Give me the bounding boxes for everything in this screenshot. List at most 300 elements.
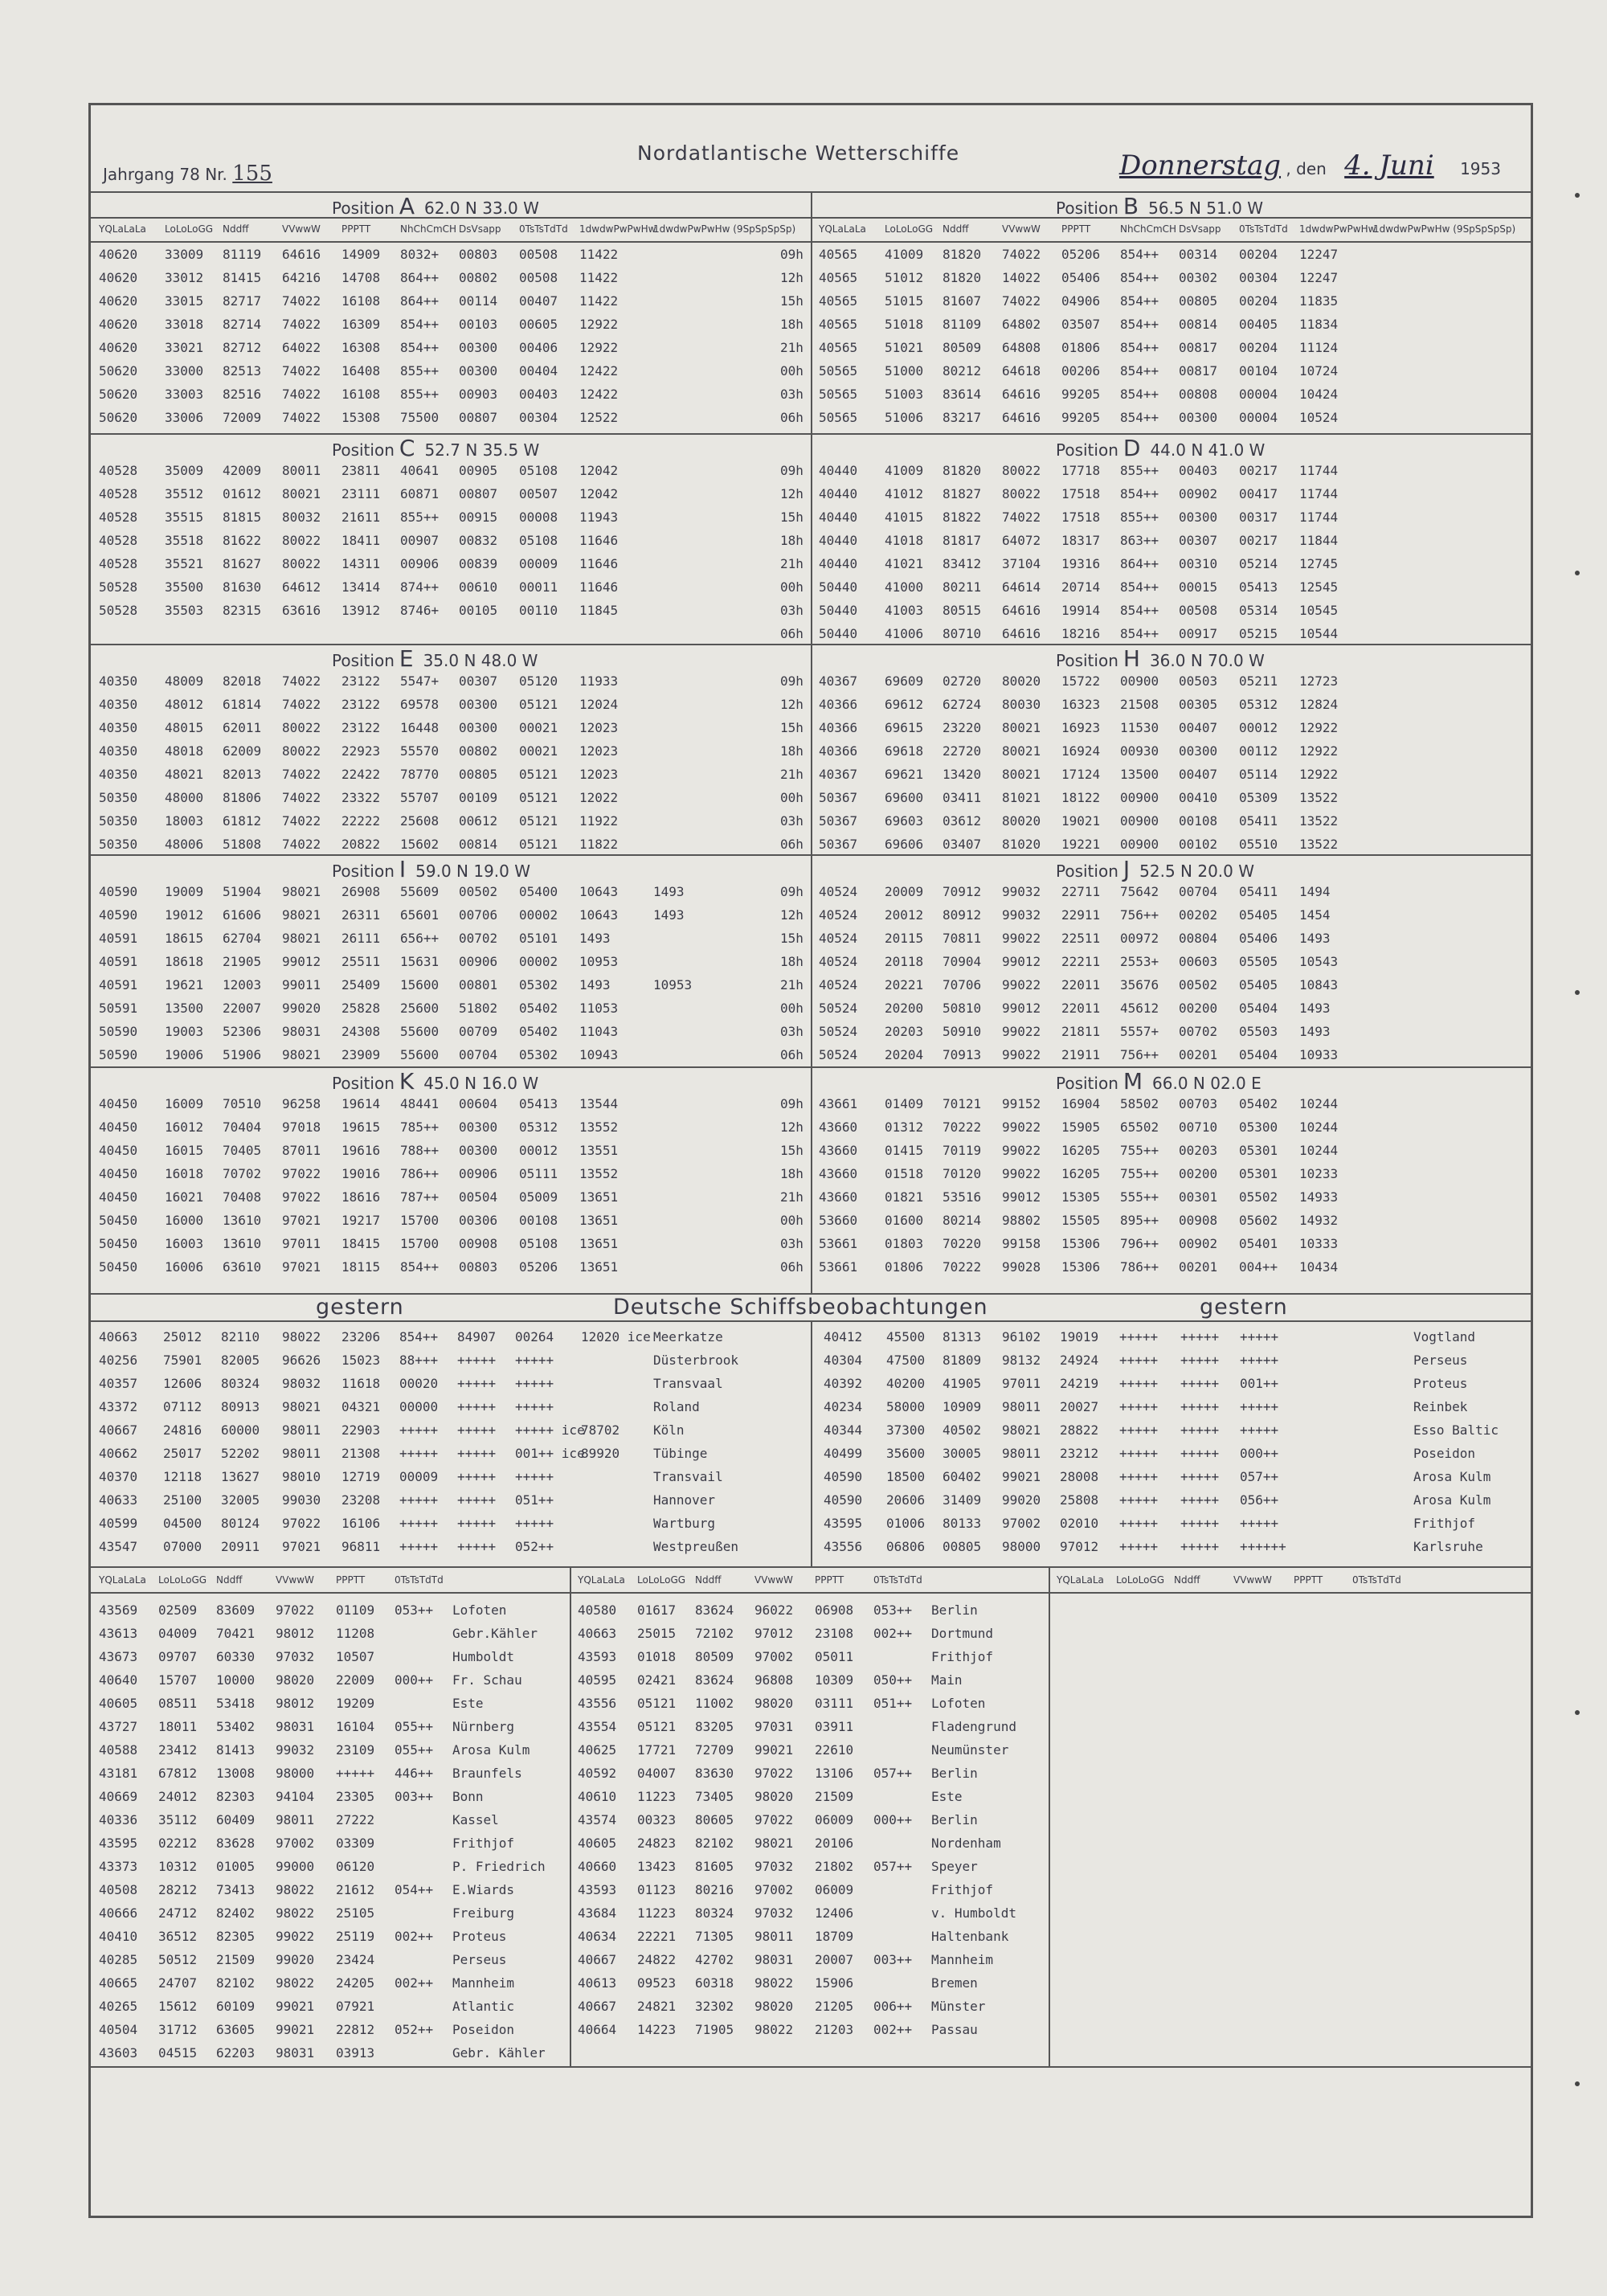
cell: 10312 xyxy=(158,1859,198,1874)
cell: 00817 xyxy=(1179,340,1218,355)
cell: 98011 xyxy=(1002,1399,1041,1414)
cell: 40664 xyxy=(578,2022,617,2037)
data-row xyxy=(91,1043,811,1066)
cell: 43181 xyxy=(99,1766,138,1781)
cell: 12003 xyxy=(223,977,262,992)
cell: 82714 xyxy=(223,317,262,332)
cell: 80022 xyxy=(1002,463,1041,478)
position-rows-I xyxy=(91,880,811,1066)
cell: Mannheim xyxy=(931,1952,994,1967)
cell: 25600 xyxy=(400,1001,440,1016)
cell: 70421 xyxy=(216,1626,256,1641)
cell: 16000 xyxy=(165,1213,204,1228)
cell: 97022 xyxy=(282,1189,321,1205)
cell: 00217 xyxy=(1239,463,1278,478)
cell: 70405 xyxy=(223,1143,262,1158)
column-header: YQLaLaLa xyxy=(1057,1574,1104,1586)
data-row xyxy=(91,669,811,693)
cell: 10424 xyxy=(1299,387,1339,402)
cell: 43595 xyxy=(824,1516,863,1531)
cell: 43595 xyxy=(99,1836,138,1851)
cell: 25409 xyxy=(341,977,381,992)
cell: Esso Baltic xyxy=(1413,1422,1499,1438)
cell: 10000 xyxy=(216,1672,256,1688)
cell: 00906 xyxy=(400,556,440,571)
cell: 64072 xyxy=(1002,533,1041,548)
cell: 40504 xyxy=(99,2022,138,2037)
cell: 28008 xyxy=(1060,1469,1099,1484)
cell: 40265 xyxy=(99,1999,138,2014)
cell: 23122 xyxy=(341,720,381,735)
cell: 12023 xyxy=(579,743,619,759)
data-row xyxy=(811,763,1531,786)
data-row xyxy=(811,599,1531,622)
cell: +++++ xyxy=(1180,1422,1220,1438)
cell: 24924 xyxy=(1060,1353,1099,1368)
cell: 12545 xyxy=(1299,579,1339,595)
cell: +++++ xyxy=(457,1516,497,1531)
data-row xyxy=(811,1232,1531,1255)
cell: 40410 xyxy=(99,1929,138,1944)
data-row xyxy=(811,1020,1531,1043)
cell: 99028 xyxy=(1002,1259,1041,1275)
data-row xyxy=(91,313,811,336)
cell: +++++ xyxy=(515,1353,554,1368)
cell: 40634 xyxy=(578,1929,617,1944)
cell: 22511 xyxy=(1061,931,1101,946)
cell: 854++ xyxy=(1120,247,1159,262)
cell: 05405 xyxy=(1239,977,1278,992)
column-header: YQLaLaLa xyxy=(578,1574,625,1586)
cell: 40565 xyxy=(819,293,858,309)
cell: 00306 xyxy=(459,1213,498,1228)
hour-label: 09h xyxy=(780,463,804,478)
cell: 19316 xyxy=(1061,556,1101,571)
cell: 99011 xyxy=(282,977,321,992)
cell: 00804 xyxy=(1179,931,1218,946)
cell: 81827 xyxy=(943,486,982,501)
cell: 01018 xyxy=(637,1649,677,1664)
cell: 98022 xyxy=(282,1329,321,1344)
position-coords: 56.5 N 51.0 W xyxy=(1148,198,1263,218)
cell: 00908 xyxy=(459,1236,498,1251)
cell: 000++ xyxy=(395,1672,434,1688)
cell: 05411 xyxy=(1239,884,1278,899)
data-row xyxy=(811,622,1531,645)
data-row xyxy=(811,289,1531,313)
cell: 18709 xyxy=(815,1929,854,1944)
cell: +++++ xyxy=(457,1446,497,1461)
divider-line xyxy=(91,217,811,219)
position-letter: D xyxy=(1122,435,1141,461)
cell: 40590 xyxy=(99,884,138,899)
cell: 40440 xyxy=(819,556,858,571)
cell: 97002 xyxy=(754,1882,794,1897)
cell: ++++++ xyxy=(1240,1539,1286,1554)
cell: 16106 xyxy=(341,1516,381,1531)
cell: 35500 xyxy=(165,579,204,595)
cell: 99032 xyxy=(1002,884,1041,899)
cell: 96022 xyxy=(754,1602,794,1618)
cell: 00204 xyxy=(1239,340,1278,355)
cell: 50620 xyxy=(99,387,138,402)
cell: 15306 xyxy=(1061,1236,1101,1251)
position-coords: 44.0 N 41.0 W xyxy=(1150,440,1266,460)
cell: 00508 xyxy=(519,247,558,262)
cell: 81820 xyxy=(943,247,982,262)
cell: 19217 xyxy=(341,1213,381,1228)
cell: 80710 xyxy=(943,626,982,641)
cell: 70222 xyxy=(943,1119,982,1135)
cell: +++++ xyxy=(1119,1446,1159,1461)
data-row xyxy=(811,243,1531,266)
cell: 73405 xyxy=(695,1789,734,1804)
cell: 40669 xyxy=(99,1789,138,1804)
cell: 31409 xyxy=(943,1492,982,1508)
cell: 72709 xyxy=(695,1742,734,1758)
cell: 864++ xyxy=(1120,556,1159,571)
cell: 00807 xyxy=(459,486,498,501)
cell: 1493 xyxy=(1299,931,1331,946)
cell: 09523 xyxy=(637,1975,677,1991)
cell: 74022 xyxy=(282,813,321,829)
cell: 82013 xyxy=(223,767,262,782)
cell: 00406 xyxy=(519,340,558,355)
cell: 00972 xyxy=(1120,931,1159,946)
cell: Este xyxy=(452,1696,484,1711)
cell: 98021 xyxy=(282,907,321,923)
cell: Frithjof xyxy=(931,1649,994,1664)
cell: +++++ xyxy=(1180,1539,1220,1554)
cell: 99022 xyxy=(276,1929,315,1944)
cell: 00802 xyxy=(459,270,498,285)
cell: 96811 xyxy=(341,1539,381,1554)
cell: 00112 xyxy=(1239,743,1278,759)
cell: 99022 xyxy=(1002,1024,1041,1039)
cell: 04500 xyxy=(163,1516,202,1531)
cell: 40666 xyxy=(99,1905,138,1921)
cell: 81109 xyxy=(943,317,982,332)
cell: 11744 xyxy=(1299,463,1339,478)
cell: 16021 xyxy=(165,1189,204,1205)
cell: 004++ xyxy=(1239,1259,1278,1275)
cell: 00300 xyxy=(459,1143,498,1158)
cell: 05108 xyxy=(519,463,558,478)
cell: 64616 xyxy=(282,247,321,262)
cell: 04515 xyxy=(158,2045,198,2061)
cell: 55707 xyxy=(400,790,440,805)
cell: 00903 xyxy=(459,387,498,402)
cell: 98802 xyxy=(1002,1213,1041,1228)
cell: 43660 xyxy=(819,1143,858,1158)
cell: 82513 xyxy=(223,363,262,379)
cell: 786++ xyxy=(400,1166,440,1181)
cell: 09707 xyxy=(158,1649,198,1664)
column-header: VVwwW xyxy=(1002,223,1041,235)
cell: 69606 xyxy=(885,837,924,852)
cell: 43603 xyxy=(99,2045,138,2061)
cell: 51808 xyxy=(223,837,262,852)
cell: 98011 xyxy=(1002,1446,1041,1461)
cell: 99022 xyxy=(1002,1166,1041,1181)
cell: 22007 xyxy=(223,1001,262,1016)
cell: 33018 xyxy=(165,317,204,332)
hour-label: 12h xyxy=(780,1119,804,1135)
cell: 80605 xyxy=(695,1812,734,1827)
cell: Humboldt xyxy=(452,1649,515,1664)
cell: 16108 xyxy=(341,293,381,309)
cell: 12606 xyxy=(163,1376,202,1391)
cell: 48000 xyxy=(165,790,204,805)
cell: 10507 xyxy=(336,1649,375,1664)
cell: 40528 xyxy=(99,486,138,501)
cell: 98021 xyxy=(282,931,321,946)
cell: 854++ xyxy=(1120,387,1159,402)
cell: 22221 xyxy=(637,1929,677,1944)
data-row xyxy=(91,1162,811,1185)
cell: 22812 xyxy=(336,2022,375,2037)
cell: 60871 xyxy=(400,486,440,501)
cell: 35676 xyxy=(1120,977,1159,992)
hour-label: 06h xyxy=(780,837,804,852)
cell: 50620 xyxy=(99,363,138,379)
cell: 35009 xyxy=(165,463,204,478)
cell: 69615 xyxy=(885,720,924,735)
cell: 69578 xyxy=(400,697,440,712)
cell: 81622 xyxy=(223,533,262,548)
cell: 01312 xyxy=(885,1119,924,1135)
cell: 06908 xyxy=(815,1602,854,1618)
cell: 00805 xyxy=(459,767,498,782)
cell: 12719 xyxy=(341,1469,381,1484)
cell: 07921 xyxy=(336,1999,375,2014)
cell: 00709 xyxy=(459,1024,498,1039)
cell: 40508 xyxy=(99,1882,138,1897)
cell: 21205 xyxy=(815,1999,854,2014)
den-label: , den xyxy=(1286,159,1327,178)
cell: 80022 xyxy=(282,533,321,548)
position-rows-H xyxy=(811,669,1531,856)
cell: 97021 xyxy=(282,1539,321,1554)
cell: 53402 xyxy=(216,1719,256,1734)
data-row xyxy=(91,1209,811,1232)
cell: 19012 xyxy=(165,907,204,923)
cell: 19009 xyxy=(165,884,204,899)
cell: 05402 xyxy=(519,1001,558,1016)
cell: 50524 xyxy=(819,1001,858,1016)
cell: +++++ xyxy=(515,1516,554,1531)
cell: 11043 xyxy=(579,1024,619,1039)
cell: 23206 xyxy=(341,1329,381,1344)
cell: 64618 xyxy=(1002,363,1041,379)
cell: 11422 xyxy=(579,247,619,262)
cell: 00407 xyxy=(519,293,558,309)
cell: 97032 xyxy=(754,1859,794,1874)
data-row xyxy=(811,1115,1531,1139)
cell: 19914 xyxy=(1061,603,1101,618)
column-header: LoLoLoGG xyxy=(637,1574,686,1586)
cell: 050++ xyxy=(873,1672,913,1688)
cell: 00407 xyxy=(1179,720,1218,735)
cell: 40304 xyxy=(824,1353,863,1368)
cell: 26111 xyxy=(341,931,381,946)
cell: 05206 xyxy=(1061,247,1101,262)
cell: 40440 xyxy=(819,510,858,525)
cell: 00900 xyxy=(1120,673,1159,689)
cell: 80515 xyxy=(943,603,982,618)
cell: 50367 xyxy=(819,813,858,829)
cell: 053++ xyxy=(395,1602,434,1618)
position-label: Position xyxy=(332,440,395,460)
cell: Münster xyxy=(931,1999,986,2014)
cell: 19019 xyxy=(1060,1329,1099,1344)
column-header: Nddff xyxy=(1174,1574,1200,1586)
cell: Transvaal xyxy=(653,1376,723,1391)
cell: 62724 xyxy=(943,697,982,712)
cell: 854++ xyxy=(1120,486,1159,501)
cell: 97022 xyxy=(754,1812,794,1827)
cell: 05011 xyxy=(815,1649,854,1664)
cell: 03612 xyxy=(943,813,982,829)
cell: 00508 xyxy=(519,270,558,285)
cell: 74022 xyxy=(1002,247,1041,262)
cell: 40350 xyxy=(99,673,138,689)
cell: +++++ xyxy=(1180,1399,1220,1414)
cell: 24821 xyxy=(637,1999,677,2014)
cell: 19209 xyxy=(336,1696,375,1711)
cell: 73413 xyxy=(216,1882,256,1897)
cell: Poseidon xyxy=(452,2022,515,2037)
cell: 21509 xyxy=(815,1789,854,1804)
cell: 51904 xyxy=(223,884,262,899)
cell: 52306 xyxy=(223,1024,262,1039)
cell: 98031 xyxy=(754,1952,794,1967)
cell: 00900 xyxy=(1120,790,1159,805)
cell: 36512 xyxy=(158,1929,198,1944)
cell: 18011 xyxy=(158,1719,198,1734)
hour-label: 06h xyxy=(780,1259,804,1275)
data-row xyxy=(91,973,811,997)
cell: Vogtland xyxy=(1413,1329,1476,1344)
cell: 08511 xyxy=(158,1696,198,1711)
cell: 756++ xyxy=(1120,1047,1159,1062)
cell: 854++ xyxy=(1120,270,1159,285)
cell: 15722 xyxy=(1061,673,1101,689)
cell: 00307 xyxy=(459,673,498,689)
cell: 11223 xyxy=(637,1905,677,1921)
cell: 99000 xyxy=(276,1859,315,1874)
position-coords: 62.0 N 33.0 W xyxy=(424,198,539,218)
cell: 06806 xyxy=(886,1539,926,1554)
cell: 99030 xyxy=(282,1492,321,1508)
cell: 35515 xyxy=(165,510,204,525)
divider-line xyxy=(91,1066,1531,1068)
cell: 00404 xyxy=(519,363,558,379)
cell: 00908 xyxy=(1179,1213,1218,1228)
divider-line xyxy=(91,1592,1531,1594)
cell: 80324 xyxy=(695,1905,734,1921)
cell: 00302 xyxy=(1179,270,1218,285)
cell: Berlin xyxy=(931,1766,978,1781)
cell: 70811 xyxy=(943,931,982,946)
cell: 37300 xyxy=(886,1422,926,1438)
cell: 74022 xyxy=(282,317,321,332)
cell: +++++ xyxy=(457,1376,497,1391)
cell: 17518 xyxy=(1061,486,1101,501)
cell: 82516 xyxy=(223,387,262,402)
hour-label: 00h xyxy=(780,1001,804,1016)
cell: 50524 xyxy=(819,1047,858,1062)
weekday: Donnerstag xyxy=(1119,149,1282,182)
cell: 69621 xyxy=(885,767,924,782)
cell: Poseidon xyxy=(1413,1446,1476,1461)
cell: 69603 xyxy=(885,813,924,829)
cell: 14022 xyxy=(1002,270,1041,285)
cell: 1493 xyxy=(579,931,611,946)
cell: 11845 xyxy=(579,603,619,618)
hour-label: 21h xyxy=(780,556,804,571)
cell: 20911 xyxy=(221,1539,260,1554)
gestern-right: gestern xyxy=(1200,1295,1288,1320)
cell: 83205 xyxy=(695,1719,734,1734)
cell: 00204 xyxy=(1239,293,1278,309)
cell: 12422 xyxy=(579,387,619,402)
hour-label: 09h xyxy=(780,673,804,689)
data-row xyxy=(91,266,811,289)
cell: 00502 xyxy=(1179,977,1218,992)
hour-label: 00h xyxy=(780,1213,804,1228)
cell: 12922 xyxy=(1299,743,1339,759)
column-header: 0TsTsTdTd xyxy=(1239,223,1288,235)
cell: 11933 xyxy=(579,673,619,689)
cell: 854++ xyxy=(1120,340,1159,355)
cell: 02720 xyxy=(943,673,982,689)
cell: 00605 xyxy=(519,317,558,332)
data-row xyxy=(91,739,811,763)
position-letter: K xyxy=(399,1068,415,1095)
cell: 05314 xyxy=(1239,603,1278,618)
data-row xyxy=(91,927,811,950)
cell: 64216 xyxy=(282,270,321,285)
cell: 62704 xyxy=(223,931,262,946)
cell: 25119 xyxy=(336,1929,375,1944)
cell: 43547 xyxy=(99,1539,138,1554)
cell: 40285 xyxy=(99,1952,138,1967)
cell: 11922 xyxy=(579,813,619,829)
cell: 04321 xyxy=(341,1399,381,1414)
cell: 00217 xyxy=(1239,533,1278,548)
cell: 13627 xyxy=(221,1469,260,1484)
cell: 1454 xyxy=(1299,907,1331,923)
cell: 74022 xyxy=(282,673,321,689)
cell: 18500 xyxy=(886,1469,926,1484)
cell: 07112 xyxy=(163,1399,202,1414)
cell: 40605 xyxy=(99,1696,138,1711)
cell: 10843 xyxy=(1299,977,1339,992)
cell: 25105 xyxy=(336,1905,375,1921)
cell: 864++ xyxy=(400,293,440,309)
cell: 00905 xyxy=(459,463,498,478)
data-row xyxy=(91,406,811,429)
jahrgang-label: Jahrgang 78 Nr. xyxy=(103,165,227,184)
cell: 05121 xyxy=(637,1719,677,1734)
cell: 00814 xyxy=(459,837,498,852)
cell: 13552 xyxy=(579,1166,619,1181)
cell: 05121 xyxy=(519,837,558,852)
position-letter: B xyxy=(1122,193,1139,219)
cell: 00009 xyxy=(399,1469,439,1484)
cell: 33000 xyxy=(165,363,204,379)
